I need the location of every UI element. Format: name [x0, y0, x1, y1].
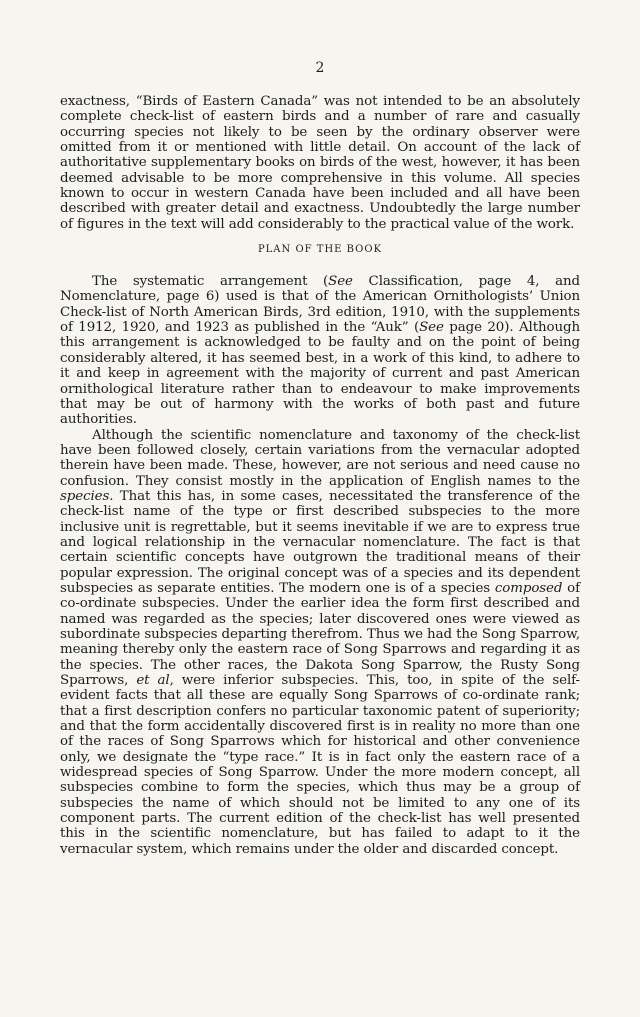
text-run: . That this has, in some cases, necessitated the transference of the check-list name of the type or first described subspecies to the more inclusive unit is regrettable, but it seems inevitable if we are to express true and logical relationship in the vernacular nomenclature. The fact is that certain scientific concepts have outgrown the traditional means of their popular expression. The original concept was of a species and its dependent subspecies as separate entities. The modern one is of a species	[60, 488, 580, 596]
italic-species: species	[60, 488, 110, 504]
section-heading: PLAN OF THE BOOK	[257, 244, 383, 256]
italic-see: See	[419, 320, 444, 336]
text-run: Although the scientific nomenclature and taxonomy of the check-list have been followed closely, certain variations from the vernacular adopted therein have been made. These, however, are not serious and need cause no confusion. They consist mostly in the application of English names to the	[60, 427, 580, 489]
paragraph-nomenclature	[60, 428, 580, 858]
text-run: , were inferior subspecies. This, too, in spite of the self-evident facts that all these are equally Song Sparrows of co-ordinate rank; that a first description confers no particular taxonomic patent of superiority; and that the form accidentally discovered first is in reality no more than one of the races of Song Sparrows which for historical and other convenience only, we designate the “type race.” It is in fact only the eastern race of a widespread species of Song Sparrow. Under the more modern concept, all subspecies combine to form the species, which thus may be a group of subspecies the name of which should not be limited to any one of its component parts. The current edition of the check-list has well presented this in the scientific nomenclature, but has failed to adapt to it the vernacular system, which remains under the older and discarded concept.	[60, 673, 580, 857]
italic-see: See	[328, 274, 353, 290]
text-run: of co-ordinate subspecies. Under the earlier idea the form first described and named was regarded as the species; later discovered ones were viewed as subordinate subspecies departing therefrom. Thus we had the Song Sparrow, meaning thereby only the eastern race of Song Sparrows and regarding it as the species. The other races, the Dakota Song Sparrow, the Rusty Song Sparrows,	[60, 580, 580, 689]
paragraph-systematic-arrangement	[60, 274, 580, 427]
text-run: page 20). Although this arrangement is acknowledged to be faulty and on the point of being considerably altered, it has seemed best, in a work of this kind, to adhere to it and keep in agreement with the majority of current and past American ornithological literature rather than to endeavour to make improvements that may be out of harmony with the works of both past and future authorities.	[60, 320, 581, 428]
text-run: The systematic arrangement (	[92, 274, 329, 290]
page-number: 2	[315, 60, 325, 76]
italic-composed: composed	[494, 580, 563, 596]
document-page	[60, 60, 580, 857]
italic-et-al: et al	[136, 673, 170, 689]
text-run: Classification, page 4, and Nomenclature, page 6) used is that of the American Ornithologists’ Union Check-list of North American Birds, 3rd edition, 1910, with the supplements of 1912, 1920, and 1923 as published in the “Auk” (	[60, 274, 580, 336]
intro-paragraph: exactness, “Birds of Eastern Canada” was not intended to be an absolutely complete check-list of eastern birds and a number of rare and casually occurring species not likely to be seen by the ordinary observer were omitted from it or mentioned with little detail. On account of the lack of authoritative supplementary books on birds of the west, however, it has been deemed advisable to be more comprehensive in this volume. All species known to occur in western Canada have been included and all have been described with greater detail and exactness. Undoubtedly the large number of figures in the text will add considerably to the practical value of the work.	[60, 94, 580, 232]
